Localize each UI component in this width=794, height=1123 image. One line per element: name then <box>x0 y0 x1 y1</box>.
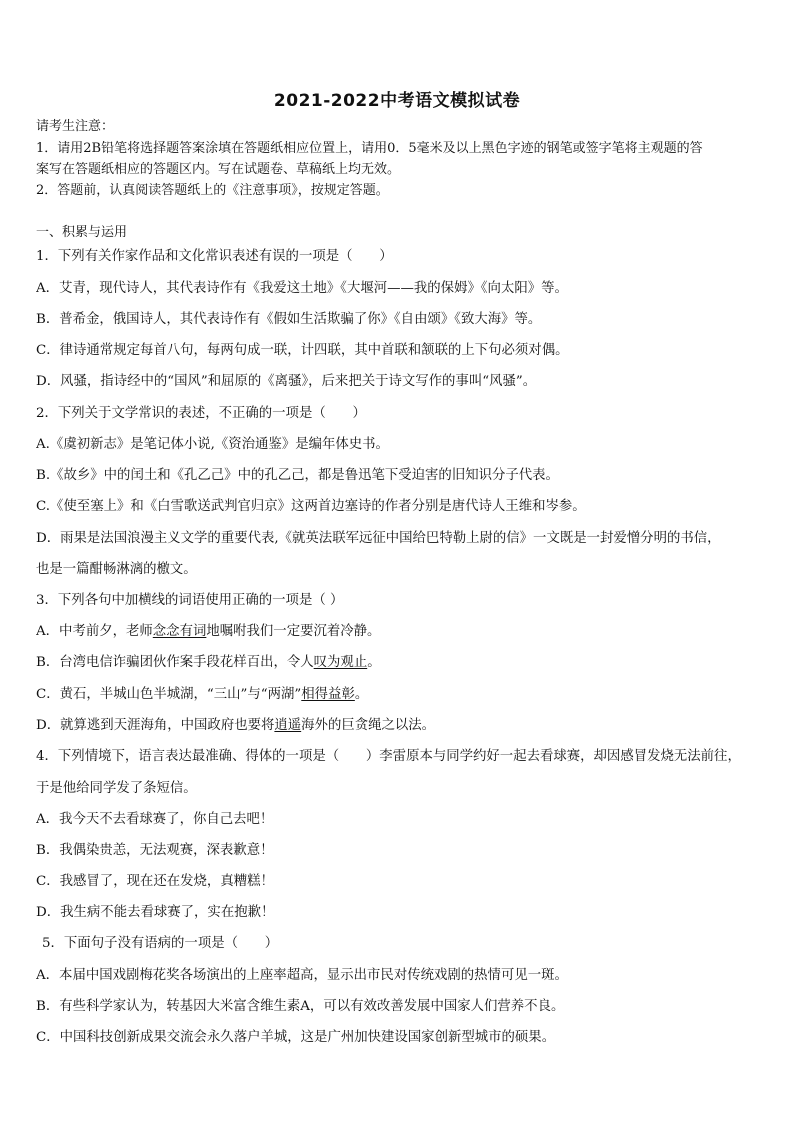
question-4-option-a: A．我今天不去看球赛了，你自己去吧！ <box>36 812 274 827</box>
question-4-stem-line-1: 4．下列情境下，语言表达最准确、得体的一项是（ ）李雷原本与同学约好一起去看球赛，却因感冒发烧无法前往， <box>36 749 741 764</box>
notice-heading: 请考生注意： <box>36 119 115 134</box>
page-title: 2021-2022中考语文模拟试卷 <box>273 91 521 111</box>
question-2-option-a: A.《虞初新志》是笔记体小说,《资治通鉴》是编年体史书。 <box>36 437 389 452</box>
section-heading: 一、积累与运用 <box>36 225 128 240</box>
question-5-option-c: C．中国科技创新成果交流会永久落户羊城，这是广州加快建设国家创新型城市的硕果。 <box>36 1030 556 1045</box>
question-3-option-a <box>36 623 766 641</box>
question-4-option-d: D．我生病不能去看球赛了，实在抱歉！ <box>36 905 275 920</box>
question-1-option-b: B．普希金，俄国诗人，其代表诗作有《假如生活欺骗了你》《自由颂》《致大海》等。 <box>36 312 542 327</box>
question-3-option-d <box>36 717 766 735</box>
option-text: C．黄石，半城山色半城湖，“三山”与“两湖” <box>36 687 302 702</box>
question-1-option-a: A．艾青，现代诗人，其代表诗作有《我爱这土地》《大堰河——我的保姆》《向太阳》等。 <box>36 281 568 296</box>
question-3-option-b <box>36 654 766 672</box>
notice-item-2: 2．答题前，认真阅读答题纸上的《注意事项》，按规定答题。 <box>36 183 389 198</box>
question-3-option-c <box>36 686 766 704</box>
notice-item-1-line-1: 1．请用2B铅笔将选择题答案涂填在答题纸相应位置上，请用0．5毫米及以上黑色字迹的钢笔或签字笔将主观题的答 <box>36 141 703 156</box>
question-1-option-d: D．风骚，指诗经中的“国风”和屈原的《离骚》，后来把关于诗文写作的事叫“风骚”。 <box>36 374 537 389</box>
underlined-phrase: 念念有词 <box>152 624 207 639</box>
question-2-option-c: C.《使至塞上》和《白雪歌送武判官归京》这两首边塞诗的作者分别是唐代诗人王维和岑参。 <box>36 499 586 514</box>
question-5-option-b: B．有些科学家认为，转基因大米富含维生素A，可以有效改善发展中国家人们营养不良。 <box>36 999 565 1014</box>
underlined-phrase: 叹为观止 <box>313 655 368 670</box>
question-1-stem: 1．下列有关作家作品和文化常识表述有误的一项是（ ） <box>36 249 393 264</box>
question-3-stem: 3．下列各句中加横线的词语使用正确的一项是（ ） <box>36 593 344 608</box>
question-2-option-b: B.《故乡》中的闰土和《孔乙己》中的孔乙己，都是鲁迅笔下受迫害的旧知识分子代表。 <box>36 468 559 483</box>
option-text: B．台湾电信诈骗团伙作案手段花样百出，令人 <box>36 655 314 670</box>
question-4-stem-line-2: 于是他给同学发了条短信。 <box>36 781 197 796</box>
underlined-phrase: 逍遥 <box>274 718 302 733</box>
question-4-option-c: C．我感冒了，现在还在发烧，真糟糕！ <box>36 874 274 889</box>
option-text: 。 <box>367 655 381 670</box>
question-5-option-a: A．本届中国戏剧梅花奖各场演出的上座率超高，显示出市民对传统戏剧的热情可见一斑。 <box>36 968 568 983</box>
notice-item-1-line-2: 案写在答题纸相应的答题区内。写在试题卷、草稿纸上均无效。 <box>36 162 401 177</box>
option-text: D．就算逃到天涯海角，中国政府也要将 <box>36 718 275 733</box>
question-2-option-d-line-1: D．雨果是法国浪漫主义文学的重要代表,《就英法联军远征中国给巴特勒上尉的信》一文既是一封爱憎分明的书信， <box>36 531 721 546</box>
question-2-option-d-line-2: 也是一篇酣畅淋漓的檄文。 <box>36 562 197 577</box>
question-4-option-b: B．我偶染贵恙，无法观赛，深表歉意！ <box>36 843 274 858</box>
question-2-stem: 2．下列关于文学常识的表述，不正确的一项是（ ） <box>36 406 366 421</box>
option-text: 海外的巨贪绳之以法。 <box>301 718 436 733</box>
underlined-phrase: 相得益彰 <box>301 687 355 702</box>
option-text: 。 <box>354 687 369 702</box>
question-5-stem: 5．下面句子没有语病的一项是（ ） <box>42 936 279 951</box>
option-text: 地嘱咐我们一定要沉着冷静。 <box>206 624 381 639</box>
question-1-option-c: C．律诗通常规定每首八句，每两句成一联，计四联，其中首联和颔联的上下句必须对偶。 <box>36 343 569 358</box>
option-text: A．中考前夕，老师 <box>36 624 153 639</box>
